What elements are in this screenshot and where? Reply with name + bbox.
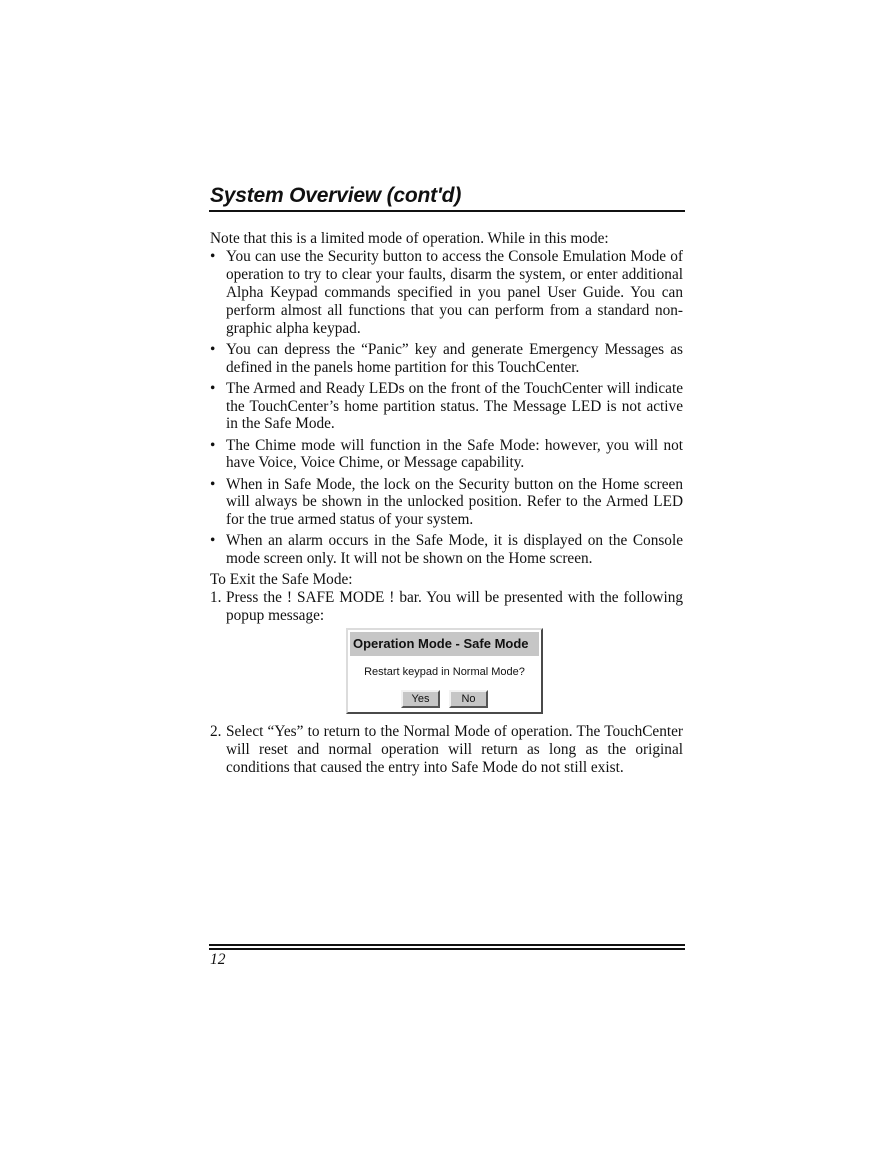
- page-number: 12: [210, 951, 226, 968]
- page-title: System Overview (cont'd): [210, 184, 462, 207]
- bullet-item: • The Armed and Ready LEDs on the front of the TouchCenter will indicate the TouchCenter’s home partition status. The Message LED is not active in the Safe Mode.: [210, 380, 683, 434]
- body-content: [210, 230, 683, 777]
- step-1: [210, 589, 683, 625]
- footer-rule-top: [209, 944, 685, 946]
- safe-mode-popup-dialog: [346, 628, 543, 714]
- step-text: Select “Yes” to return to the Normal Mode of operation. The TouchCenter will reset and normal operation will return as long as the original conditions that caused the entry into Safe Mode do not still exist.: [226, 723, 683, 776]
- step-number: 2.: [210, 723, 222, 741]
- step-number: 1.: [210, 589, 222, 607]
- yes-button[interactable]: Yes: [401, 690, 440, 708]
- dialog-message: Restart keypad in Normal Mode?: [364, 666, 525, 679]
- intro-text: Note that this is a limited mode of operation. While in this mode:: [210, 230, 609, 247]
- exit-safe-mode-label: To Exit the Safe Mode:: [210, 571, 353, 589]
- no-button[interactable]: No: [449, 690, 488, 708]
- bullet-item: • When in Safe Mode, the lock on the Security button on the Home screen will always be shown in the unlocked position. Refer to the Armed LED for the true armed status of your system.: [210, 476, 683, 530]
- footer-rule-bottom: [209, 948, 685, 950]
- bullet-item: • The Chime mode will function in the Safe Mode: however, you will not have Voice, Voice Chime, or Message capability.: [210, 437, 683, 473]
- bullet-item: • You can use the Security button to access the Console Emulation Mode of operation to try to clear your faults, disarm the system, or enter additional Alpha Keypad commands specified in you panel User Guide. You can perform almost all functions that you can perform from a standard non-graphic alpha keypad.: [210, 248, 683, 338]
- bullet-item: • You can depress the “Panic” key and generate Emergency Messages as defined in the panels home partition for this TouchCenter.: [210, 341, 683, 377]
- bullet-item: • When an alarm occurs in the Safe Mode, it is displayed on the Console mode screen only. It will not be shown on the Home screen.: [210, 532, 683, 568]
- step-2: [210, 723, 683, 777]
- dialog-title: Operation Mode - Safe Mode: [350, 632, 539, 656]
- step-text: Press the ! SAFE MODE ! bar. You will be presented with the following popup message:: [226, 589, 683, 625]
- safe-mode-bullet-list: [210, 248, 683, 568]
- title-underline: [209, 210, 685, 212]
